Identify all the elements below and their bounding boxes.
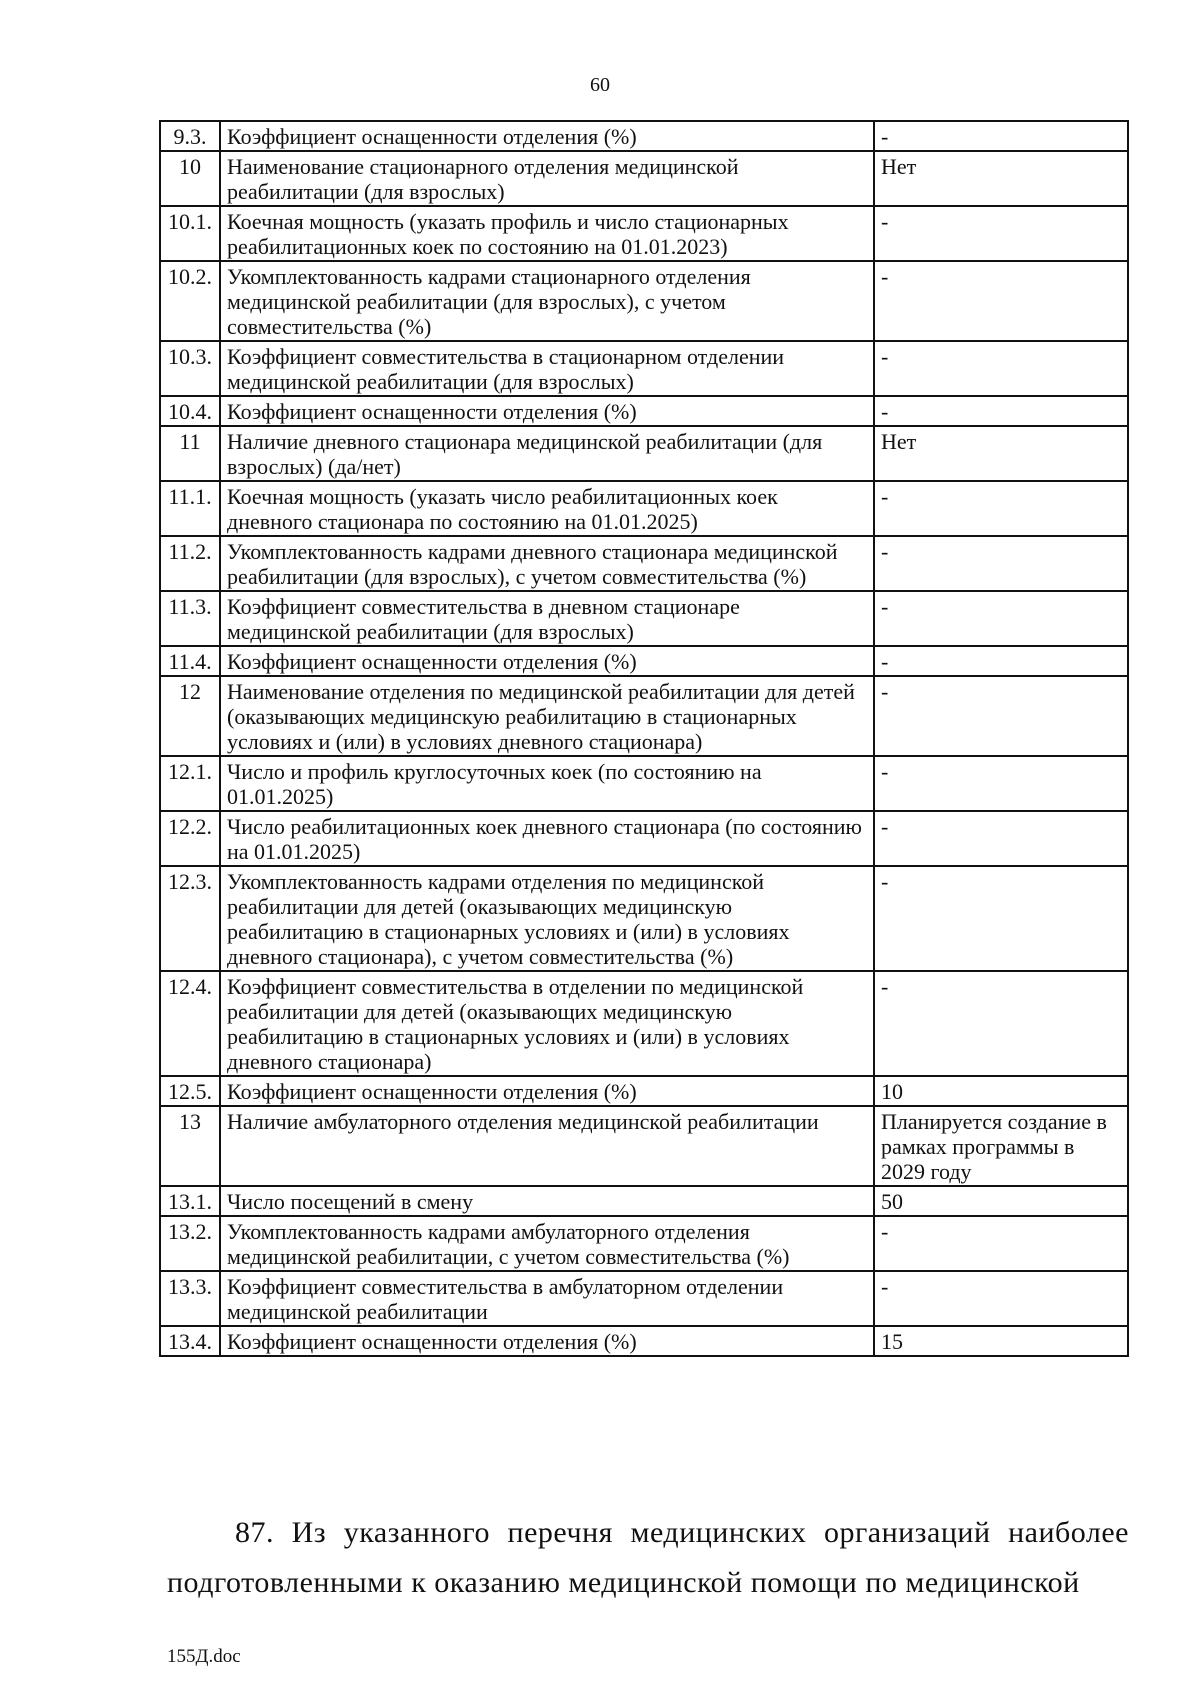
- row-description-cell: Коэффициент оснащенности отделения (%): [220, 396, 874, 426]
- row-description-cell: Коечная мощность (указать профиль и число стационарных реабилитационных коек по состоянию на 01.01.2023): [220, 206, 874, 261]
- row-value-cell: -: [874, 866, 1128, 971]
- table-row: [160, 646, 1128, 676]
- table-row: [160, 591, 1128, 646]
- row-number-cell: 13.4.: [160, 1326, 220, 1356]
- row-description-cell: Число и профиль круглосуточных коек (по состоянию на 01.01.2025): [220, 756, 874, 811]
- row-description-cell: Коэффициент совместительства в отделении по медицинской реабилитации для детей (оказывающих медицинскую реабилитацию в стационарных условиях и (или) в условиях дневного стационара): [220, 971, 874, 1076]
- table-row: [160, 481, 1128, 536]
- row-value-cell: -: [874, 1271, 1128, 1326]
- page-number: 60: [590, 74, 610, 96]
- table-row: [160, 261, 1128, 341]
- row-number-cell: 13.1.: [160, 1186, 220, 1216]
- footer-filename: 155Д.doc: [167, 1646, 241, 1667]
- row-value-cell: -: [874, 676, 1128, 756]
- row-description-cell: Коэффициент оснащенности отделения (%): [220, 646, 874, 676]
- row-value-cell: Нет: [874, 426, 1128, 481]
- table-row: [160, 1216, 1128, 1271]
- row-value-cell: -: [874, 756, 1128, 811]
- row-number-cell: 12.1.: [160, 756, 220, 811]
- table-row: [160, 121, 1128, 151]
- row-description-cell: Коэффициент совместительства в дневном стационаре медицинской реабилитации (для взрослых): [220, 591, 874, 646]
- table-row: [160, 756, 1128, 811]
- row-value-cell: -: [874, 536, 1128, 591]
- row-description-cell: Наименование отделения по медицинской реабилитации для детей (оказывающих медицинскую реабилитацию в стационарных условиях и (или) в условиях дневного стационара): [220, 676, 874, 756]
- row-number-cell: 11.2.: [160, 536, 220, 591]
- row-description-cell: Наличие амбулаторного отделения медицинской реабилитации: [220, 1106, 874, 1186]
- row-number-cell: 11.1.: [160, 481, 220, 536]
- table-row: [160, 676, 1128, 756]
- row-value-cell: -: [874, 121, 1128, 151]
- row-number-cell: 10.4.: [160, 396, 220, 426]
- row-value-cell: 10: [874, 1076, 1128, 1106]
- row-number-cell: 11.4.: [160, 646, 220, 676]
- table-row: [160, 811, 1128, 866]
- row-description-cell: Наличие дневного стационара медицинской реабилитации (для взрослых) (да/нет): [220, 426, 874, 481]
- row-value-cell: -: [874, 396, 1128, 426]
- data-table: [159, 120, 1129, 1357]
- row-number-cell: 9.3.: [160, 121, 220, 151]
- row-value-cell: -: [874, 261, 1128, 341]
- table-row: [160, 1186, 1128, 1216]
- row-description-cell: Укомплектованность кадрами дневного стационара медицинской реабилитации (для взрослых), с учетом совместительства (%): [220, 536, 874, 591]
- row-value-cell: -: [874, 591, 1128, 646]
- row-number-cell: 10: [160, 151, 220, 206]
- row-number-cell: 13: [160, 1106, 220, 1186]
- row-number-cell: 10.3.: [160, 341, 220, 396]
- row-value-cell: Нет: [874, 151, 1128, 206]
- body-paragraph: 87. Из указанного перечня медицинских организаций наиболее подготовленными к оказанию медицинской помощи по медицинской: [167, 1516, 1129, 1599]
- row-description-cell: Укомплектованность кадрами отделения по медицинской реабилитации для детей (оказывающих медицинскую реабилитацию в стационарных условиях и (или) в условиях дневного стационара), с учетом совместительства (%): [220, 866, 874, 971]
- row-description-cell: Коэффициент оснащенности отделения (%): [220, 1326, 874, 1356]
- table-row: [160, 341, 1128, 396]
- row-value-cell: 15: [874, 1326, 1128, 1356]
- table-row: [160, 396, 1128, 426]
- row-description-cell: Число реабилитационных коек дневного стационара (по состоянию на 01.01.2025): [220, 811, 874, 866]
- row-value-cell: -: [874, 481, 1128, 536]
- row-number-cell: 13.3.: [160, 1271, 220, 1326]
- row-description-cell: Коэффициент оснащенности отделения (%): [220, 121, 874, 151]
- table-row: [160, 151, 1128, 206]
- table-row: [160, 206, 1128, 261]
- row-number-cell: 12.5.: [160, 1076, 220, 1106]
- table-row: [160, 971, 1128, 1076]
- row-description-cell: Коечная мощность (указать число реабилитационных коек дневного стационара по состоянию на 01.01.2025): [220, 481, 874, 536]
- row-description-cell: Наименование стационарного отделения медицинской реабилитации (для взрослых): [220, 151, 874, 206]
- row-value-cell: -: [874, 206, 1128, 261]
- table-row: [160, 426, 1128, 481]
- row-number-cell: 11: [160, 426, 220, 481]
- table-row: [160, 1076, 1128, 1106]
- row-number-cell: 12.3.: [160, 866, 220, 971]
- row-number-cell: 10.1.: [160, 206, 220, 261]
- row-number-cell: 12.2.: [160, 811, 220, 866]
- row-value-cell: -: [874, 646, 1128, 676]
- row-description-cell: Коэффициент совместительства в стационарном отделении медицинской реабилитации (для взрослых): [220, 341, 874, 396]
- table-row: [160, 1326, 1128, 1356]
- table-row: [160, 536, 1128, 591]
- row-value-cell: -: [874, 971, 1128, 1076]
- row-number-cell: 12: [160, 676, 220, 756]
- row-description-cell: Укомплектованность кадрами стационарного отделения медицинской реабилитации (для взрослых), с учетом совместительства (%): [220, 261, 874, 341]
- row-description-cell: Укомплектованность кадрами амбулаторного отделения медицинской реабилитации, с учетом совместительства (%): [220, 1216, 874, 1271]
- row-description-cell: Число посещений в смену: [220, 1186, 874, 1216]
- row-number-cell: 11.3.: [160, 591, 220, 646]
- row-description-cell: Коэффициент оснащенности отделения (%): [220, 1076, 874, 1106]
- row-number-cell: 13.2.: [160, 1216, 220, 1271]
- table-row: [160, 1271, 1128, 1326]
- row-value-cell: -: [874, 811, 1128, 866]
- row-number-cell: 10.2.: [160, 261, 220, 341]
- table-row: [160, 866, 1128, 971]
- row-number-cell: 12.4.: [160, 971, 220, 1076]
- row-value-cell: 50: [874, 1186, 1128, 1216]
- table-row: [160, 1106, 1128, 1186]
- row-description-cell: Коэффициент совместительства в амбулаторном отделении медицинской реабилитации: [220, 1271, 874, 1326]
- row-value-cell: -: [874, 1216, 1128, 1271]
- row-value-cell: Планируется создание в рамках программы в 2029 году: [874, 1106, 1128, 1186]
- row-value-cell: -: [874, 341, 1128, 396]
